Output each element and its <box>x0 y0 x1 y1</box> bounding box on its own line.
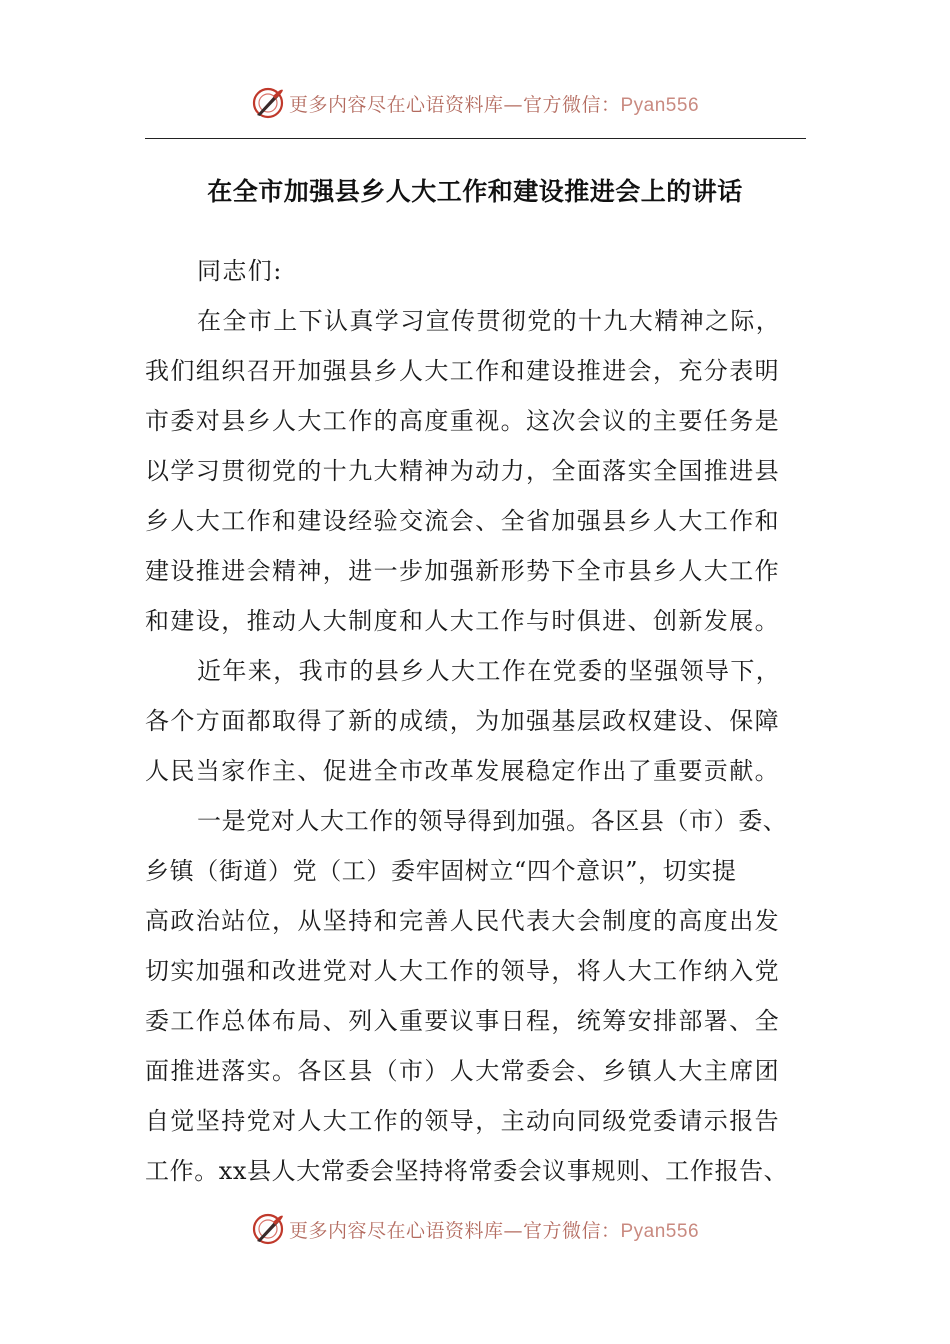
salutation: 同志们: <box>197 257 283 285</box>
footer-banner-label: 更多内容尽在心语资料库—官方微信： <box>288 1219 621 1242</box>
quill-logo-icon <box>251 86 285 120</box>
header-banner-label: 更多内容尽在心语资料库—官方微信： <box>288 93 621 116</box>
body-line: 乡镇（街道）党（工）委牢固树立“四个意识”，切实提 <box>145 857 737 885</box>
body-line: 以学习贯彻党的十九大精神为动力，全面落实全国推进县 <box>145 457 780 485</box>
body-line: 乡人大工作和建设经验交流会、全省加强县乡人大工作和 <box>145 507 780 535</box>
body-line: 市委对县乡人大工作的高度重视。这次会议的主要任务是 <box>145 407 780 435</box>
footer-banner-text <box>289 1216 699 1243</box>
body-line: 我们组织召开加强县乡人大工作和建设推进会，充分表明 <box>145 357 780 385</box>
body-line: 各个方面都取得了新的成绩，为加强基层政权建设、保障 <box>145 707 780 735</box>
body-line: 面推进落实。各区县（市）人大常委会、乡镇人大主席团 <box>145 1057 780 1085</box>
footer-wechat-id: Pyan556 <box>620 1220 700 1242</box>
body-line: 在全市上下认真学习宣传贯彻党的十九大精神之际， <box>197 307 782 335</box>
header-divider <box>145 138 806 139</box>
body-line: 工作。xx县人大常委会坚持将常委会议事规则、工作报告、 <box>145 1157 789 1185</box>
quill-logo-icon <box>251 1212 285 1246</box>
body-line: 自觉坚持党对人大工作的领导，主动向同级党委请示报告 <box>145 1107 780 1135</box>
body-line: 建设推进会精神，进一步加强新形势下全市县乡人大工作 <box>145 557 780 585</box>
footer-banner <box>0 1209 950 1249</box>
body-line: 近年来，我市的县乡人大工作在党委的坚强领导下， <box>197 657 782 685</box>
body-line: 高政治站位，从坚持和完善人民代表大会制度的高度出发 <box>145 907 780 935</box>
body-line: 切实加强和改进党对人大工作的领导，将人大工作纳入党 <box>145 957 780 985</box>
header-banner-text <box>289 90 699 117</box>
header-wechat-id: Pyan556 <box>620 94 700 116</box>
document-body <box>145 246 825 1196</box>
body-line: 委工作总体布局、列入重要议事日程，统筹安排部署、全 <box>145 1007 780 1035</box>
header-banner <box>0 83 950 123</box>
body-line: 一是党对人大工作的领导得到加强。各区县（市）委、 <box>197 807 788 835</box>
body-line: 人民当家作主、促进全市改革发展稳定作出了重要贡献。 <box>145 757 780 785</box>
body-line: 和建设，推动人大制度和人大工作与时俱进、创新发展。 <box>145 607 780 635</box>
document-title: 在全市加强县乡人大工作和建设推进会上的讲话 <box>207 177 743 206</box>
